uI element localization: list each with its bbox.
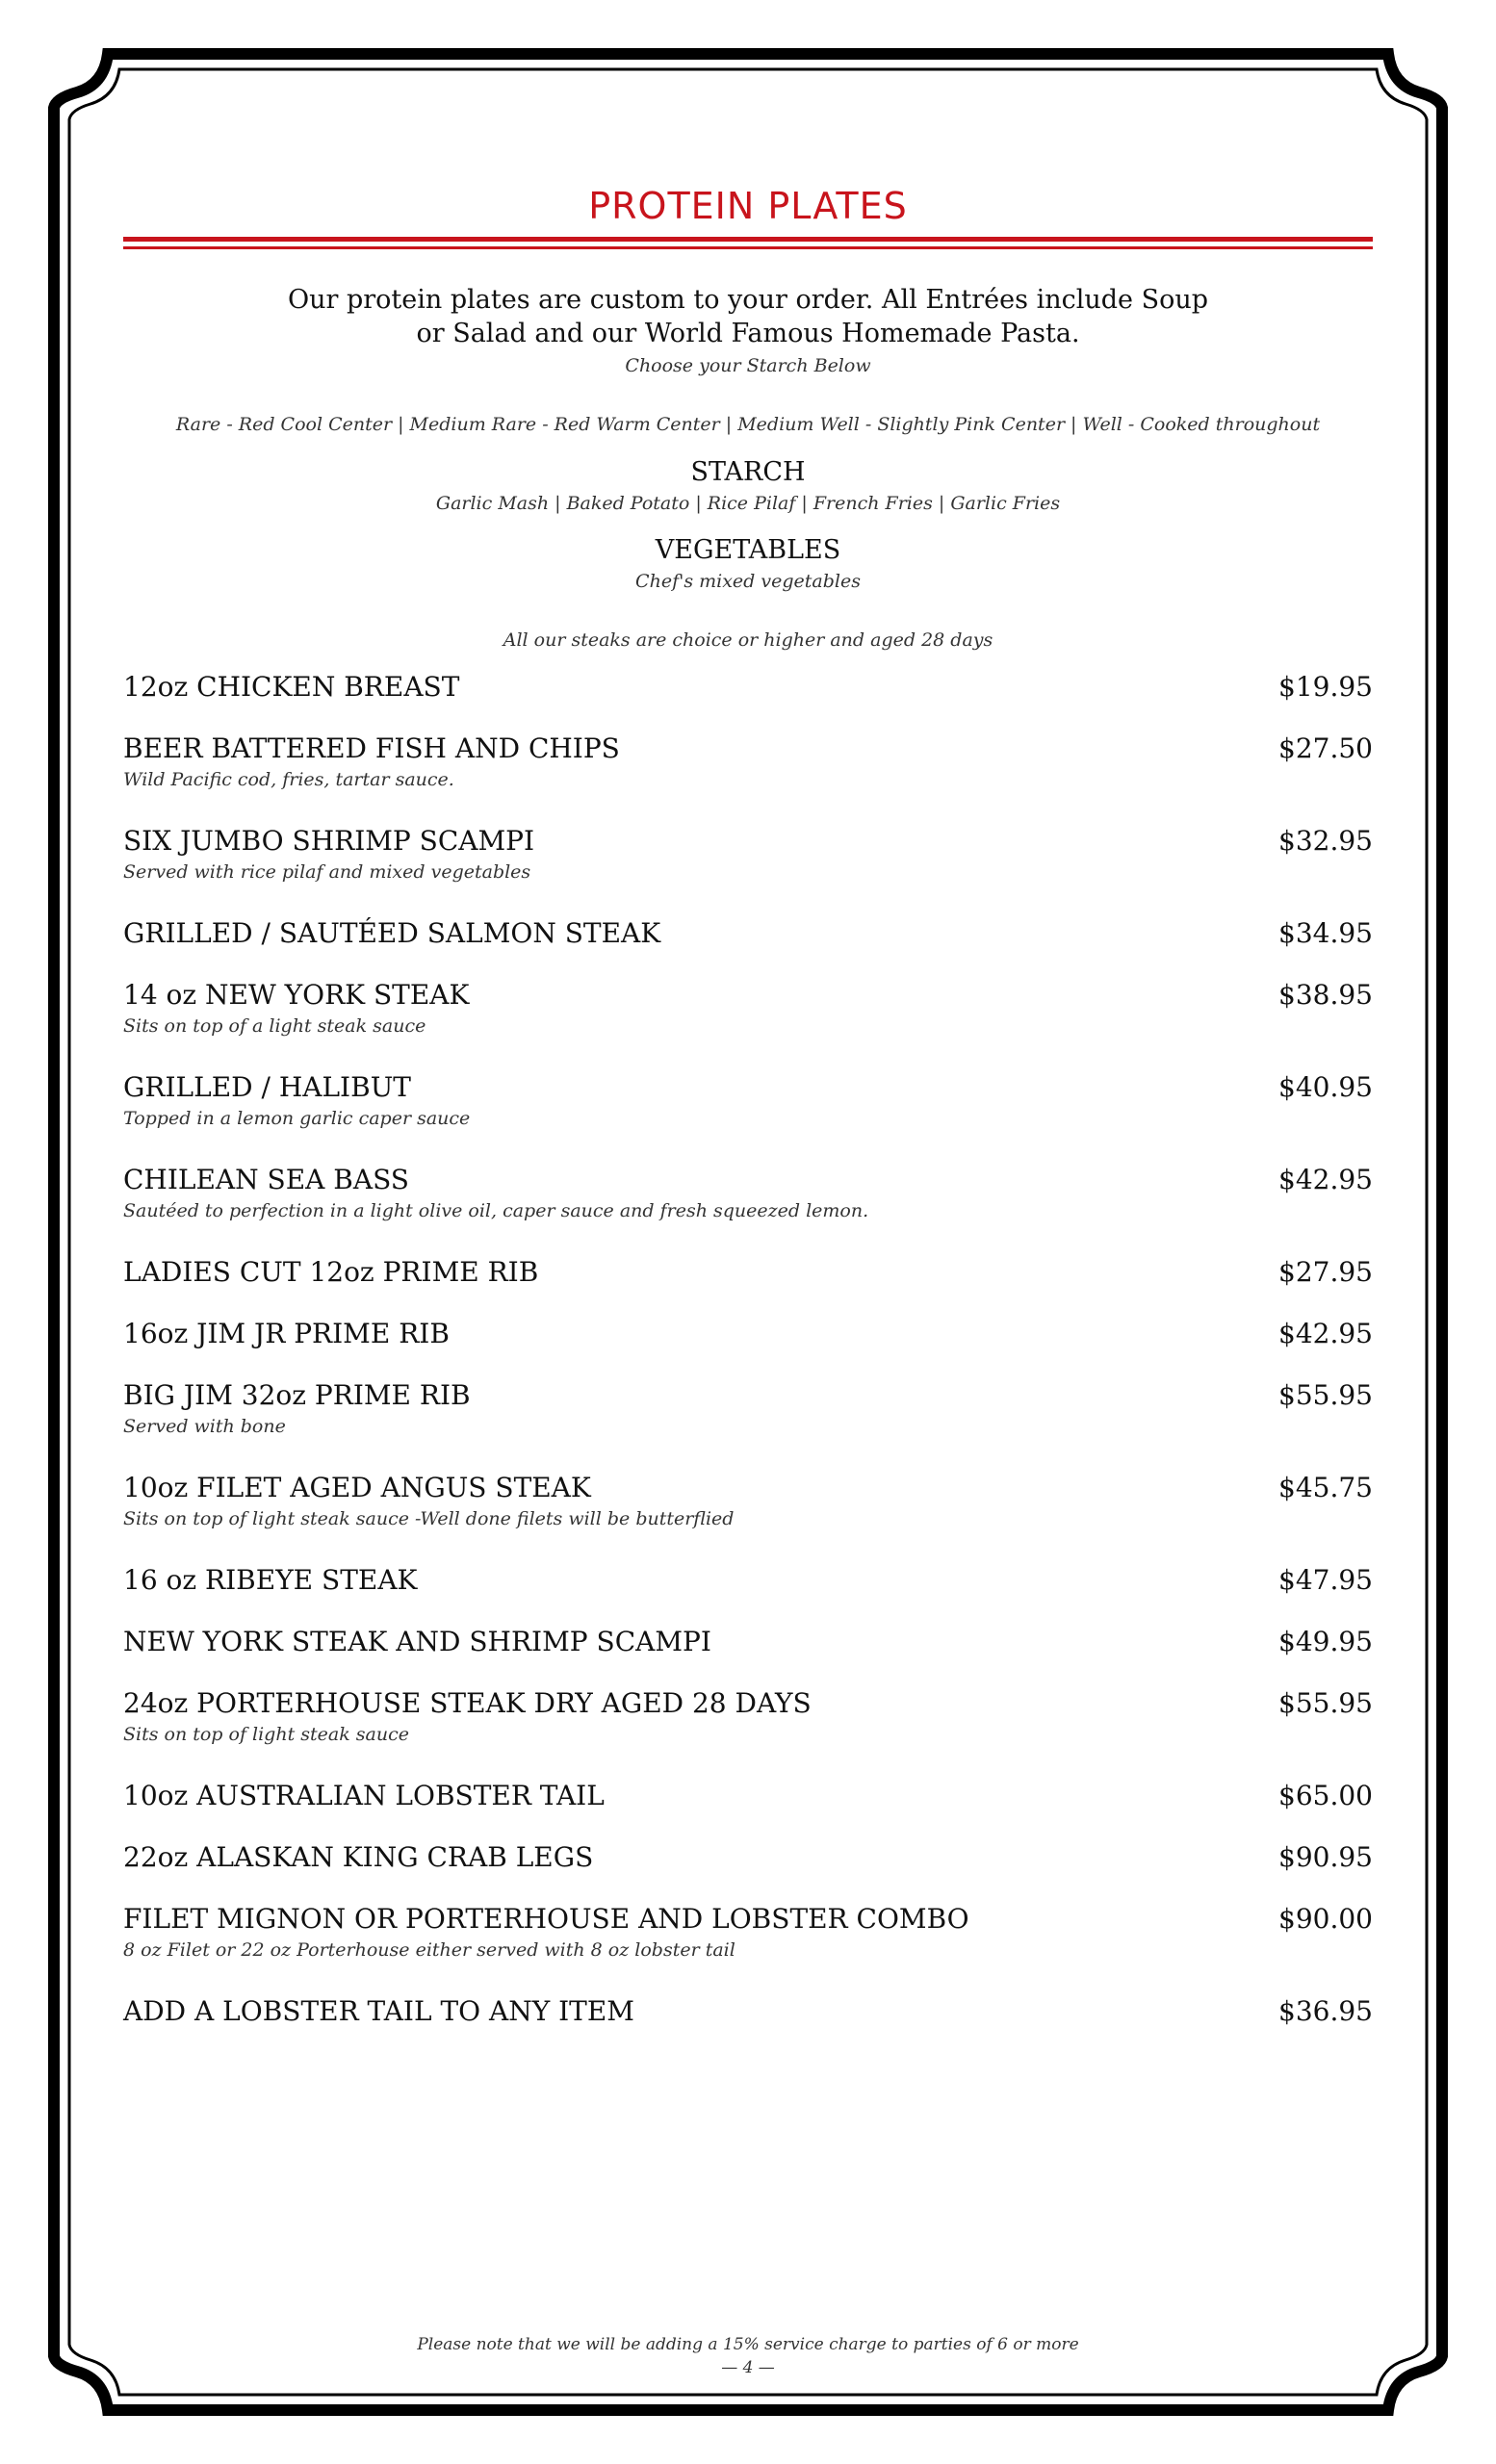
menu-item [123,1071,1373,1129]
menu-item-price: $90.00 [1278,1903,1373,1935]
doneness-guide: Rare - Red Cool Center | Medium Rare - Red Warm Center | Medium Well - Slightly Pink Center | Well - Cooked throughout [175,414,1321,435]
menu-item-name: SIX JUMBO SHRIMP SCAMPI [123,825,535,857]
menu-item-name: 24oz PORTERHOUSE STEAK DRY AGED 28 DAYS [123,1687,812,1719]
menu-item-price: $38.95 [1278,979,1373,1011]
menu-item-name: 16oz JIM JR PRIME RIB [123,1318,450,1349]
menu-item-price: $90.95 [1278,1841,1373,1873]
menu-item-name: 14 oz NEW YORK STEAK [123,979,470,1011]
menu-item-price: $65.00 [1278,1780,1373,1811]
menu-item [123,1903,1373,1961]
menu-item-description: Wild Pacific cod, fries, tartar sauce. [123,769,454,790]
page-number: — 4 — [721,2358,775,2377]
menu-item [123,1564,1373,1622]
service-charge-note: Please note that we will be adding a 15% service charge to parties of 6 or more [417,2335,1079,2354]
menu-item [123,1626,1373,1683]
starch-options: Garlic Mash | Baked Potato | Rice Pilaf | French Fries | Garlic Fries [435,493,1061,514]
menu-item-name: 12oz CHICKEN BREAST [123,671,460,703]
menu-item-description: Sits on top of light steak sauce [123,1724,409,1745]
menu-item-name: NEW YORK STEAK AND SHRIMP SCAMPI [123,1626,711,1657]
vegetables-description: Chef's mixed vegetables [635,571,861,592]
menu-item-name: BIG JIM 32oz PRIME RIB [123,1379,471,1411]
menu-item-price: $34.95 [1278,917,1373,949]
menu-item-price: $19.95 [1278,671,1373,703]
page-title: PROTEIN PLATES [588,185,908,227]
starch-heading: STARCH [690,457,806,487]
vegetables-heading: VEGETABLES [655,535,841,565]
title-rule-thin [123,246,1373,249]
menu-item-description: 8 oz Filet or 22 oz Porterhouse either served with 8 oz lobster tail [123,1939,735,1961]
menu-content [123,0,1373,2464]
menu-item-name: GRILLED / HALIBUT [123,1071,411,1103]
menu-item-price: $45.75 [1278,1472,1373,1503]
menu-item [123,1164,1373,1221]
menu-item [123,1379,1373,1437]
menu-item-price: $55.95 [1278,1379,1373,1411]
menu-item-description: Sits on top of light steak sauce -Well done filets will be butterflied [123,1508,735,1529]
steak-aging-note: All our steaks are choice or higher and aged 28 days [503,629,993,651]
menu-item-name: CHILEAN SEA BASS [123,1164,409,1195]
menu-item-description: Served with rice pilaf and mixed vegetables [123,861,531,883]
menu-item-price: $27.95 [1278,1256,1373,1288]
menu-item-price: $32.95 [1278,825,1373,857]
menu-item [123,917,1373,975]
menu-item [123,671,1373,729]
menu-item-description: Served with bone [123,1416,286,1437]
menu-item [123,1780,1373,1837]
menu-item [123,1687,1373,1745]
menu-item-price: $42.95 [1278,1318,1373,1349]
menu-item [123,979,1373,1037]
menu-item-name: ADD A LOBSTER TAIL TO ANY ITEM [123,1995,634,2027]
menu-item-price: $47.95 [1278,1564,1373,1596]
menu-item-price: $55.95 [1278,1687,1373,1719]
menu-item-name: 10oz FILET AGED ANGUS STEAK [123,1472,591,1503]
menu-item [123,1256,1373,1314]
menu-item-price: $36.95 [1278,1995,1373,2027]
menu-item-name: LADIES CUT 12oz PRIME RIB [123,1256,539,1288]
menu-item [123,1318,1373,1375]
menu-item-description: Sautéed to perfection in a light olive oil, caper sauce and fresh squeezed lemon. [123,1200,869,1221]
menu-item-name: BEER BATTERED FISH AND CHIPS [123,732,620,764]
menu-item [123,1995,1373,2053]
menu-item [123,1841,1373,1899]
menu-item [123,825,1373,883]
menu-item-description: Topped in a lemon garlic caper sauce [123,1108,471,1129]
menu-item-price: $49.95 [1278,1626,1373,1657]
menu-item-price: $27.50 [1278,732,1373,764]
menu-item-name: FILET MIGNON OR PORTERHOUSE AND LOBSTER COMBO [123,1903,969,1935]
menu-item [123,1472,1373,1529]
menu-item-name: 10oz AUSTRALIAN LOBSTER TAIL [123,1780,605,1811]
menu-item [123,732,1373,790]
intro-line-1: Our protein plates are custom to your order. All Entrées include Soup [287,285,1209,315]
menu-item-price: $42.95 [1278,1164,1373,1195]
title-rule-thick [123,237,1373,242]
menu-item-description: Sits on top of a light steak sauce [123,1015,426,1037]
intro-line-2: or Salad and our World Famous Homemade Pasta. [416,319,1080,348]
menu-item-name: 22oz ALASKAN KING CRAB LEGS [123,1841,594,1873]
menu-item-price: $40.95 [1278,1071,1373,1103]
choose-starch-note: Choose your Starch Below [625,355,871,376]
menu-item-name: 16 oz RIBEYE STEAK [123,1564,418,1596]
menu-item-name: GRILLED / SAUTÉED SALMON STEAK [123,917,661,949]
